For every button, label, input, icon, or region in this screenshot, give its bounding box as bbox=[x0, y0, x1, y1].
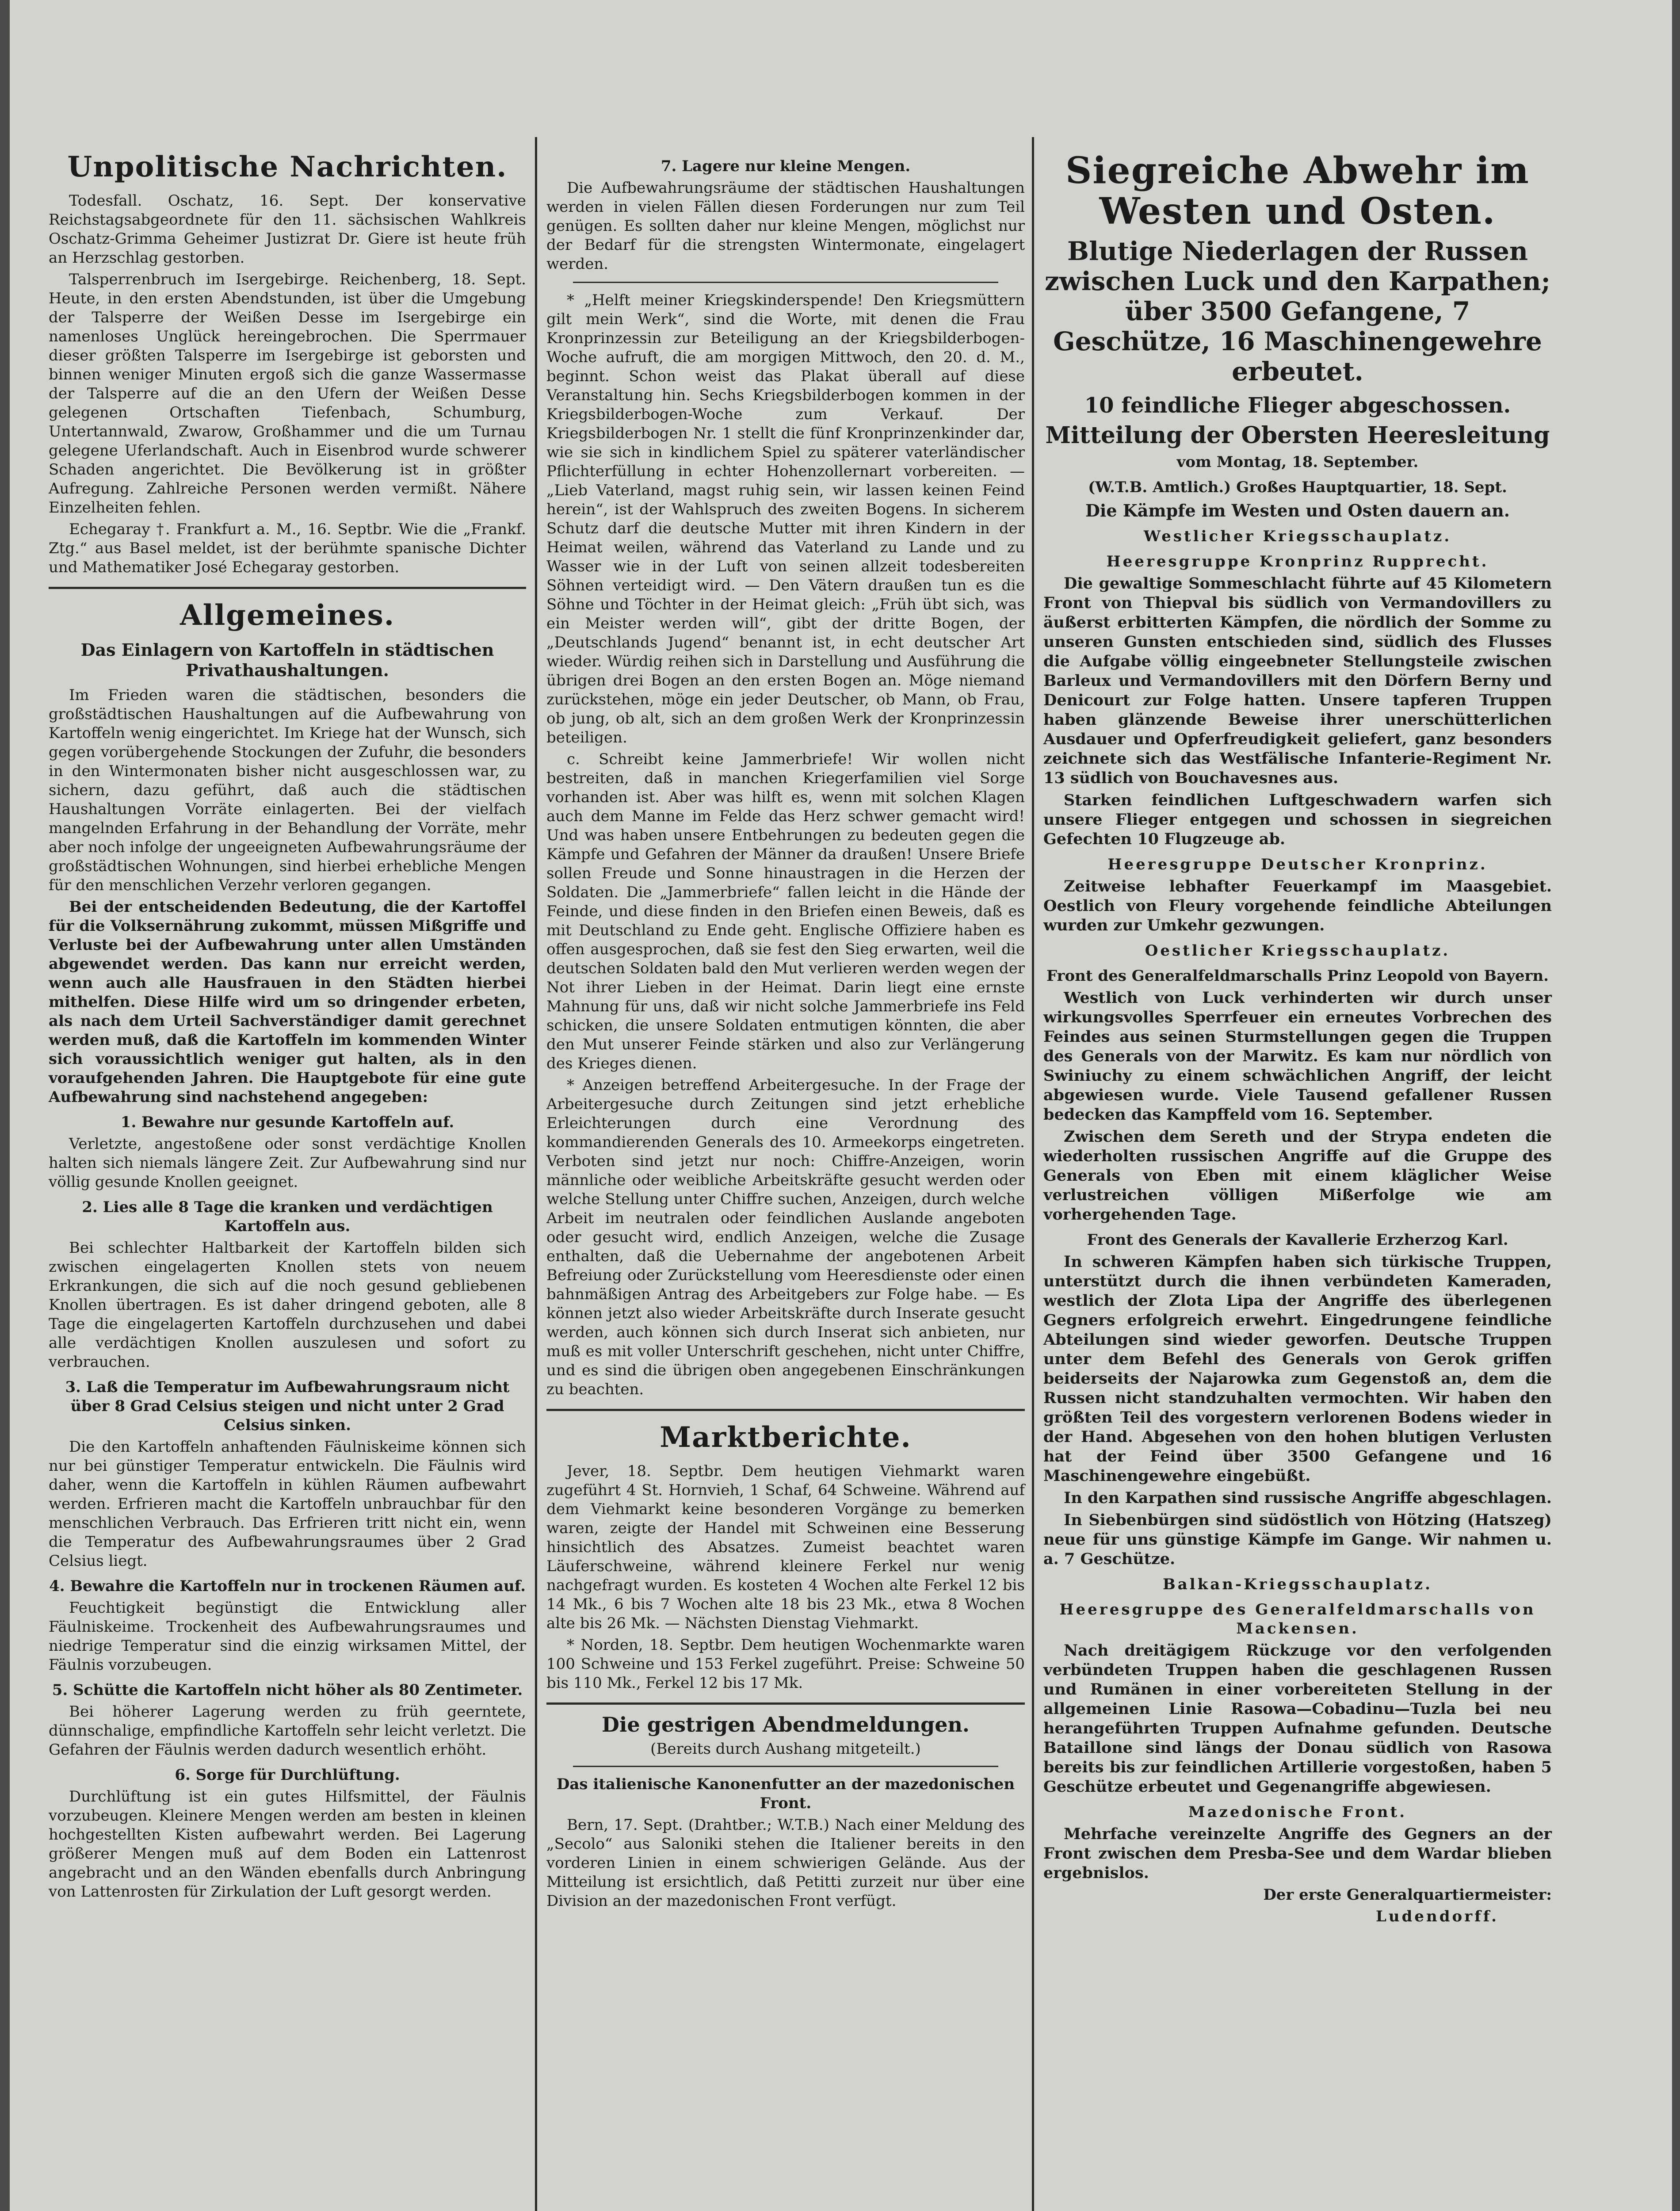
right-column bbox=[1043, 150, 1552, 1929]
article-jammerbriefe: c. Schreibt keine Jammerbriefe! Wir wollen nicht bestreiten, daß in manchen Kriegerfamilien viel Sorge vorhanden ist. Aber was hilft es, wenn mit solchen Klagen auch dem Manne im Felde das Herz schwer gemacht wird! Und was haben unsere Entbehrungen zu bedeuten gegen die Kämpfe und Gefahren der Männer da draußen! Unsere Briefe sollen Freude und Sonne hinaustragen in die Herzen der Soldaten. Die „Jammerbriefe“ fallen leicht in die Hände der Feinde, und diese finden in den Briefen einen Beweis, daß es mit Deutschland zu Ende geht. Englische Offiziere haben es offen ausgesprochen, daß sie fest den Sieg erwarten, weil die deutschen Soldaten bald den Mut verlieren werden wegen der Not ihrer Lieben in der Heimat. Darin liegt eine ernste Mahnung für uns, daß wir nicht solche Jammerbriefe ins Feld schicken, die unsere Soldaten entmutigen könnten, die aber den Mut unserer Feinde stärken und also zur Verlängerung des Krieges dienen. bbox=[546, 750, 1025, 1072]
heading-mazedonische-front: Mazedonische Front. bbox=[1188, 1803, 1407, 1821]
section-divider bbox=[546, 1409, 1025, 1411]
column-rule-left bbox=[535, 137, 537, 2211]
heading-westlicher-kriegsschauplatz: Westlicher Kriegsschauplatz. bbox=[1143, 528, 1452, 545]
article-bern: Bern, 17. Sept. (Drahtber.; W.T.B.) Nach einer Meldung des „Secolo“ aus Saloniki stehen die Italiener bereits in den vorderen Linien in einem schwierigen Gelände. Aus der Mitteilung ist ersichtlich, daß Petitti zurzeit nur über eine Division an der mazedonischen Front verfügt. bbox=[546, 1816, 1025, 1910]
heading-heeresgruppe-mackensen: Heeresgruppe des Generalfeldmarschalls von Mackensen. bbox=[1059, 1601, 1536, 1637]
rule-4-heading: 4. Bewahre die Kartoffeln nur in trockenen Räumen auf. bbox=[49, 1577, 526, 1595]
market-jever: Jever, 18. Septbr. Dem heutigen Viehmarkt waren zugeführt 4 St. Hornvieh, 1 Schaf, 64 Schweine. Während auf dem Viehmarkt keine besonderen Vorgänge zu bemerken waren, zeigte der Handel mit Schweinen eine Besserung hinsichtlich des Absatzes. Zumeist beachtet waren Läuferschweine, während kleinere Ferkel nur wenig nachgefragt wurden. Es kosteten 4 Wochen alte Ferkel 12 bis 14 Mk., 6 bis 7 Wochen alte 18 bis 23 Mk., etwa 8 Wochen alte bis 26 Mk. — Nächsten Dienstag Viehmarkt. bbox=[546, 1462, 1025, 1632]
article-talsperrenbruch: Talsperrenbruch im Isergebirge. Reichenberg, 18. Sept. Heute, in den ersten Abendstunden, ist über die Umgebung der Talsperre der Weißen Desse im Isergebirge ein namenloses Unglück hereingebrochen. Die Sperrmauer dieser größten Talsperre im Isergebirge ist geborsten und binnen weniger Minuten ergoß sich die ganze Wassermasse der Talsperre auf die an den Ufern der Weißen Desse gelegenen Ortschaften Tiefenbach, Schumburg, Untertannwald, Zwarow, Großhammer und die um Turnau gelegene Uferlandschaft. Auch in Eisenbrod wurde schwerer Schaden angerichtet. Die Bevölkerung ist in größter Aufregung. Zahlreiche Personen werden vermißt. Nähere Einzelheiten fehlen. bbox=[49, 271, 526, 516]
rule-3-heading: 3. Laß die Temperatur im Aufbewahrungsraum nicht über 8 Grad Celsius steigen und nicht unter 2 Grad Celsius sinken. bbox=[65, 1378, 510, 1434]
headline-flieger: 10 feindliche Flieger abgeschossen. bbox=[1084, 393, 1511, 418]
signature-name: Ludendorff. bbox=[1376, 1908, 1499, 1925]
heading-marktberichte: Marktberichte. bbox=[660, 1421, 912, 1454]
report-somme: Die gewaltige Sommeschlacht führte auf 45 Kilometern Front von Thiepval bis südlich von Vermandovillers zu äußerst erbitterten Kämpfen, die nördlich der Somme zu unseren Gunsten entschieden sind, südlich des Flusses die Aufgabe völlig eingeebneter Stellungsteile zwischen Barleux und Vermandovillers mit den Dörfern Berny und Denicourt zur Folge hatten. Unsere tapferen Truppen haben glänzende Beweise ihrer unerschütterlichen Ausdauer und Opferfreudigkeit geliefert, ganz besonders zeichnete sich das Westfälische Infanterie-Regiment Nr. 13 südlich von Bouchavesnes aus. bbox=[1043, 574, 1552, 787]
report-karpathen: In den Karpathen sind russische Angriffe abgeschlagen. bbox=[1064, 1489, 1552, 1507]
report-luck: Westlich von Luck verhinderten wir durch unser wirkungsvolles Sperrfeuer ein erneutes Vorbrechen des Feindes aus seinen Sturmstellungen gegen die Truppen des Generals von der Marwitz. Es kam nur nördlich von Swiniuchy zu einem schwächlichen Angriff, der leicht abgewiesen wurde. Viele Tausend gefallener Russen bedecken das Kampffeld vom 16. September. bbox=[1043, 989, 1552, 1124]
heading-allgemeines: Allgemeines. bbox=[179, 599, 395, 632]
article-title-kanonenfutter: Das italienische Kanonenfutter an der mazedonischen Front. bbox=[556, 1775, 1015, 1812]
market-norden: * Norden, 18. Septbr. Dem heutigen Wochenmarkte waren 100 Schweine und 153 Ferkel zugeführt. Preise: Schweine 50 bis 110 Mk., Ferkel 12 bis 17 Mk. bbox=[546, 1636, 1025, 1692]
rule-2-text: Bei schlechter Haltbarkeit der Kartoffeln bilden sich zwischen eingelagerten Knollen stets von neuem Erkrankungen, die sich auf die noch gesund gebliebenen Knollen übertragen. Es ist daher dringend geboten, alle 8 Tage die eingelagerten Kartoffeln durchzusehen und dabei alle verdächtigen Knollen auszulesen und sofort zu verbrauchen. bbox=[49, 1239, 526, 1371]
divider bbox=[573, 1766, 998, 1767]
report-source: (W.T.B. Amtlich.) Großes Hauptquartier, 18. Sept. bbox=[1088, 478, 1507, 496]
heading-mitteilung-oberste-heeresleitung: Mitteilung der Obersten Heeresleitung bbox=[1045, 422, 1550, 449]
rule-1-heading: 1. Bewahre nur gesunde Kartoffeln auf. bbox=[120, 1113, 454, 1131]
article-todesfall: Todesfall. Oschatz, 16. Sept. Der konservative Reichstagsabgeordnete für den 11. sächsischen Wahlkreis Oschatz-Grimma Geheimer Justizrat Dr. Giere ist heute früh an Herzschlag gestorben. bbox=[49, 192, 526, 267]
column-rule-right bbox=[1032, 137, 1034, 2211]
heading-front-erzherzog-karl: Front des Generals der Kavallerie Erzherzog Karl. bbox=[1087, 1231, 1508, 1249]
rule-2-heading: 2. Lies alle 8 Tage die kranken und verdächtigen Kartoffeln aus. bbox=[82, 1198, 493, 1235]
divider bbox=[573, 282, 998, 283]
heading-front-prinz-leopold: Front des Generalfeldmarschalls Prinz Leopold von Bayern. bbox=[1046, 967, 1549, 985]
headline-siegreiche-abwehr: Siegreiche Abwehr im Westen und Osten. bbox=[1065, 149, 1530, 233]
article-title-kartoffeln: Das Einlagern von Kartoffeln in städtischen Privathaushaltungen. bbox=[80, 640, 494, 680]
rule-5-heading: 5. Schütte die Kartoffeln nicht höher als 80 Zentimeter. bbox=[52, 1681, 523, 1699]
heading-abendmeldungen: Die gestrigen Abendmeldungen. bbox=[602, 1713, 970, 1737]
report-dobrudscha: Nach dreitägigem Rückzuge vor den verfolgenden verbündeten Truppen haben die geschlagenen Russen und Rumänen in einer vorbereiteten Stellung in der allgemeinen Linie Rasowa—Cobadinu—Tuzla bei neu herangeführten Truppen Aufnahme gefunden. Deutsche Bataillone sind längs der Donau südlich von Rasowa bereits bis zur feindlichen Artillerie vorgestoßen, haben 5 Geschütze erbeutet und Gegenangriffe abgewiesen. bbox=[1043, 1641, 1552, 1796]
rule-1-text: Verletzte, angestoßene oder sonst verdächtige Knollen halten sich niemals längere Zeit. Zur Aufbewahrung sind nur völlig gesunde Knollen geeignet. bbox=[49, 1135, 526, 1191]
heading-balkan-kriegsschauplatz: Balkan-Kriegsschauplatz. bbox=[1163, 1576, 1432, 1593]
headline-blutige-niederlagen: Blutige Niederlagen der Russen zwischen Luck und den Karpathen; über 3500 Gefangene, 7 Geschütze, 16 Maschinengewehre erbeutet. bbox=[1045, 236, 1550, 386]
article-kriegskinderspende: * „Helft meiner Kriegskinderspende! Den Kriegsmüttern gilt mein Werk“, sind die Worte, mit denen die Frau Kronprinzessin zur Beteiligung an der Kriegsbilderbogen-Woche aufruft, die am morgigen Mittwoch, den 20. d. M., beginnt. Schon weist das Plakat überall auf diese Veranstaltung hin. Sechs Kriegsbilderbogen kommen in der Kriegsbilderbogen-Woche zum Verkauf. Der Kriegsbilderbogen Nr. 1 stellt die fünf Kronprinzenkinder dar, wie sie sich in kindlichem Spiel zu späterer vaterländischer Pflichterfüllung in echter Hohenzollernart vorbereiten. — „Lieb Vaterland, magst ruhig sein, wir lassen keinen Feind herein“, ist der Wahlspruch des zweiten Bogens. In sicherem Schutz darf die deutsche Mutter mit ihren Kindern in der Heimat weilen, während das Vaterland zu Lande und zu Wasser wie in der Luft von seinen allzeit todesbereiten Söhnen verteidigt wird. — Den Vätern draußen tun es die Söhne und Töchter in der Heimat gleich: „Früh übt sich, was ein Meister werden will“, gibt der dritte Bogen, der „Deutschlands Jugend“ benannt ist, in echt deutscher Art wieder. Würdig reihen sich in Darstellung und Ausführung die übrigen drei Bogen an den ersten Bogen an. Möge niemand zurückstehen, möge ein jeder Deutscher, ob Mann, ob Frau, ob jung, ob alt, sich an dem großen Werk der Kronprinzessin beteiligen. bbox=[546, 291, 1025, 746]
rule-7-text: Die Aufbewahrungsräume der städtischen Haushaltungen werden in vielen Fällen diesen Forderungen nur zum Teil genügen. Es sollten daher nur kleine Mengen, möglichst nur der Bedarf für die strengsten Wintermonate, eingelagert werden. bbox=[546, 179, 1025, 273]
abendmeldungen-note: (Bereits durch Aushang mitgeteilt.) bbox=[650, 1740, 921, 1758]
report-date: vom Montag, 18. September. bbox=[1176, 453, 1419, 471]
report-flieger: Starken feindlichen Luftgeschwadern warfen sich unsere Flieger entgegen und schossen in siegreichen Gefechten 10 Flugzeuge ab. bbox=[1043, 791, 1552, 848]
rule-4-text: Feuchtigkeit begünstigt die Entwicklung aller Fäulniskeime. Trockenheit des Aufbewahrungsraumes und niedrige Temperatur sind die einzig wirksamen Mittel, der Fäulnis vorzubeugen. bbox=[49, 1599, 526, 1674]
report-mazedonien: Mehrfache vereinzelte Angriffe des Gegners an der Front zwischen dem Presba-See und dem Wardar blieben ergebnislos. bbox=[1043, 1825, 1552, 1882]
rule-6-text: Durchlüftung ist ein gutes Hilfsmittel, der Fäulnis vorzubeugen. Kleinere Mengen werden am besten in kleinen hochgestellten Kisten aufbewahrt werden. Bei Lagerung größerer Mengen muß auf dem Boden ein Lattenrost angebracht und an den Wänden ebenfalls durch Anbringung von Lattenrosten für Zirkulation der Luft gesorgt werden. bbox=[49, 1788, 526, 1901]
heading-heeresgruppe-kronprinz: Heeresgruppe Deutscher Kronprinz. bbox=[1107, 856, 1488, 873]
rule-5-text: Bei höherer Lagerung werden zu früh geerntete, dünnschalige, empfindliche Kartoffeln sehr leicht verletzt. Die Gefahren der Fäulnis werden dadurch wesentlich erhöht. bbox=[49, 1703, 526, 1759]
article-arbeitergesuche: * Anzeigen betreffend Arbeitergesuche. In der Frage der Arbeitergesuche durch Zeitungen sind jetzt erhebliche Erleichterungen durch eine Verordnung des kommandierenden Generals des 10. Armeekorps eingetreten. Verboten sind jetzt nur noch: Chiffre-Anzeigen, worin männliche oder weibliche Arbeitskräfte gesucht werden oder welche Stellung unter Chiffre suchen, Anzeigen, durch welche Arbeit im neutralen oder feindlichen Auslande angeboten oder gesucht wird, endlich Anzeigen, welche die Zusage enthalten, daß die Uebernahme der angebotenen Arbeit Befreiung oder Zurückstellung vom Heeresdienste oder einen bahnmäßigen Antrag des Arbeitgebers zur Folge habe. — Es können jetzt also wieder Arbeitskräfte durch Inserate gesucht werden, auch können sich durch Inserat sich anbieten, nur muß es mit voller Unterschrift geschehen, nicht unter Chiffre, und es sind die übrigen oben angegebenen Einschränkungen zu beachten. bbox=[546, 1076, 1025, 1398]
heading-oestlicher-kriegsschauplatz: Oestlicher Kriegsschauplatz. bbox=[1145, 942, 1451, 960]
kartoffeln-importance: Bei der entscheidenden Bedeutung, die der Kartoffel für die Volksernährung zukommt, müssen Mißgriffe und Verluste bei der Aufbewahrung unter allen Umständen abgewendet werden. Das kann nur erreicht werden, wenn auch alle Hausfrauen in den Städten hierbei mithelfen. Diese Hilfe wird um so dringender erbeten, als nach dem Urteil Sachverständiger damit gerechnet werden muß, daß die Kartoffeln im kommenden Winter sich voraussichtlich weniger gut halten, als in den voraufgehenden Jahren. Die Hauptgebote für eine gute Aufbewahrung sind nachstehend angegeben: bbox=[49, 898, 526, 1106]
report-maasgebiet: Zeitweise lebhafter Feuerkampf im Maasgebiet. Oestlich von Fleury vorgehende feindliche Abteilungen wurden zur Umkehr gezwungen. bbox=[1043, 877, 1552, 934]
report-zlota-lipa: In schweren Kämpfen haben sich türkische Truppen, unterstützt durch die ihnen verbündeten Kameraden, westlich der Zlota Lipa der Angriffe des überlegenen Gegners erfolgreich erwehrt. Eingedrungene feindliche Abteilungen sind wieder geworfen. Deutsche Truppen unter dem Befehl des Generals von Gerok griffen beiderseits der Najarowka zum Gegenstoß an, dem die Russen nicht standzuhalten vermochten. Wir haben den größten Teil des vorgestern verlorenen Bodens wieder in der Hand. Abgesehen von den hohen blutigen Verlusten hat der Feind über 3500 Gefangene und 16 Maschinengewehre eingebüßt. bbox=[1043, 1253, 1552, 1485]
report-sereth: Zwischen dem Sereth und der Strypa endeten die wiederholten russischen Angriffe auf die Gruppe des Generals von Eben mit einem kläglicher Weise verlustreichen völligen Mißerfolge wie am vorhergehenden Tage. bbox=[1043, 1128, 1552, 1224]
heading-heeresgruppe-rupprecht: Heeresgruppe Kronprinz Rupprecht. bbox=[1106, 553, 1489, 570]
kartoffeln-intro: Im Frieden waren die städtischen, besonders die großstädtischen Haushaltungen auf die Aufbewahrung von Kartoffeln wenig eingerichtet. Im Kriege hat der Wunsch, sich gegen vorübergehende Stockungen der Zufuhr, die besonders in den Wintermonaten bisher nicht ausgeschlossen war, zu sichern, dazu geführt, daß auch die städtischen Haushaltungen Vorräte einlagerten. Bei der vielfach mangelnden Erfahrung in der Behandlung der Vorräte, mehr aber noch infolge der ungeeigneten Aufbewahrungsräume der großstädtischen Wohnungen, sind hierbei erhebliche Mengen für den menschlichen Verzehr verloren gegangen. bbox=[49, 686, 526, 894]
middle-column bbox=[546, 157, 1025, 1913]
rule-3-text: Die den Kartoffeln anhaftenden Fäulniskeime können sich nur bei günstiger Temperatur entwickeln. Die Fäulnis wird daher, wenn die Kartoffeln in kühlen Räumen aufbewahrt werden. Erfrieren macht die Kartoffeln unbrauchbar für den menschlichen Verbrauch. Das Erfrieren tritt nicht ein, wenn die Temperatur des Aufbewahrungsraumes über 2 Grad Celsius liegt. bbox=[49, 1438, 526, 1570]
rule-7-heading: 7. Lagere nur kleine Mengen. bbox=[661, 157, 911, 175]
newspaper-page bbox=[10, 0, 1672, 2211]
report-siebenbuergen: In Siebenbürgen sind südöstlich von Hötzing (Hatszeg) neue für uns günstige Kämpfe im Gange. Wir nahmen u. a. 7 Geschütze. bbox=[1043, 1511, 1552, 1568]
rule-6-heading: 6. Sorge für Durchlüftung. bbox=[175, 1766, 400, 1784]
section-divider bbox=[546, 1702, 1025, 1705]
article-echegaray: Echegaray †. Frankfurt a. M., 16. Septbr. Wie die „Frankf. Ztg.“ aus Basel meldet, ist der berühmte spanische Dichter und Mathematiker José Echegaray gestorben. bbox=[49, 520, 526, 576]
heading-kaempfe-dauern-an: Die Kämpfe im Westen und Osten dauern an. bbox=[1085, 501, 1510, 520]
signature-title: Der erste Generalquartiermeister: bbox=[1263, 1886, 1552, 1904]
section-divider bbox=[49, 587, 526, 589]
heading-unpolitische-nachrichten: Unpolitische Nachrichten. bbox=[67, 150, 508, 184]
left-column bbox=[49, 146, 526, 1904]
